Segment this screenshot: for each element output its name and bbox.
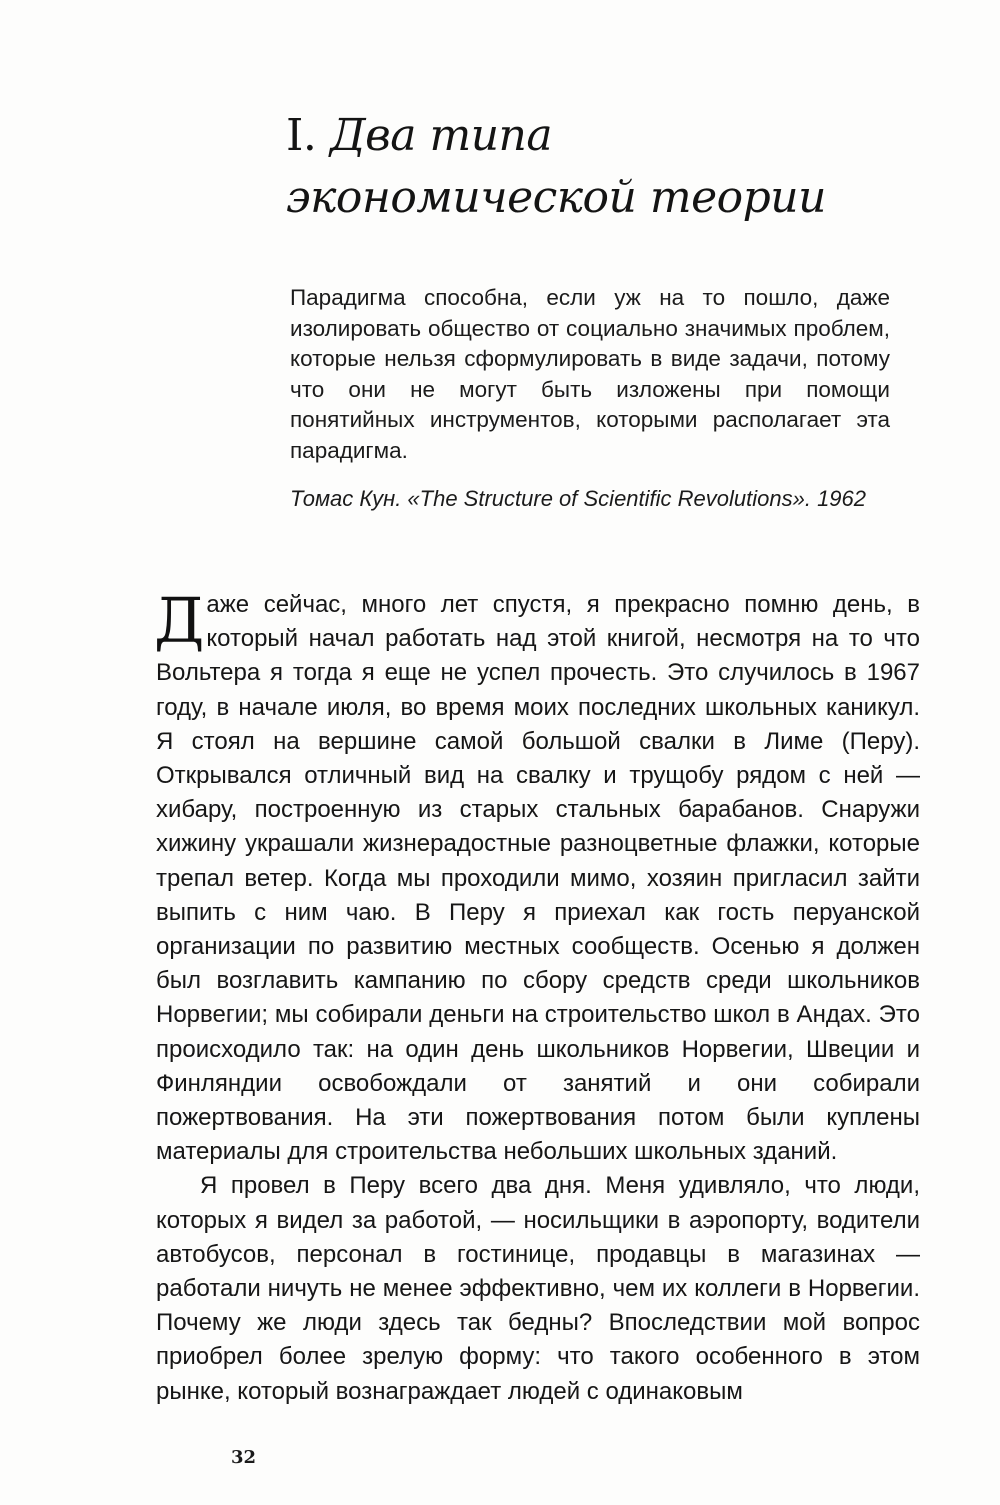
- chapter-title: [286, 105, 886, 229]
- epigraph-attribution: Томас Кун. «The Structure of Scientific Revolutions». 1962: [290, 486, 867, 511]
- paragraph-1-text: аже сейчас, много лет спустя, я прекрасно помню день, в который начал работать над этой книгой, несмотря на то что Вольтера я тогда я еще не успел прочесть. Это случилось в 1967 году, в начале июля, во время моих последних школьных каникул. Я стоял на вершине самой большой свалки в Лиме (Перу). Открывался отличный вид на свалку и трущобу рядом с ней — хибару, построенную из старых стальных барабанов. Снаружи хижину украшали жизнерадостные разноцветные флажки, которые трепал ветер. Когда мы проходили мимо, хозяин пригласил зайти выпить с ним чаю. В Перу я приехал как гость перуанской организации по развитию местных сообществ. Осенью я должен был возглавить кампанию по сбору средств среди школьников Норвегии; мы собирали деньги на строительство школ в Андах. Это происходило так: на один день школьников Норвегии, Швеции и Финляндии освобождали от занятий и они собирали пожертвования. На эти пожертвования потом были куплены материалы для строительства небольших школьных зданий.: [156, 591, 920, 1166]
- epigraph-quote: Парадигма способна, если уж на то пошло, даже изолировать общество от социально значимых проблем, которые нельзя сформулировать в виде задачи, потому что они не могут быть изложены при помощи понятийных инструментов, которыми располагает эта парадигма.: [290, 285, 890, 463]
- page-number: 32: [231, 1447, 257, 1468]
- drop-cap: Д: [154, 584, 205, 657]
- epigraph: [290, 283, 890, 514]
- paragraph-2: Я провел в Перу всего два дня. Меня удивляло, что люди, которых я видел за работой, — носильщики в аэропорту, водители автобусов, персонал в гостинице, продавцы в магазинах — работали ничуть не менее эффективно, чем их коллеги в Норвегии. Почему же люди здесь так бедны? Впоследствии мой вопрос приобрел более зрелую форму: что такого особенного в этом рынке, который вознаграждает людей с одинаковым: [156, 1172, 920, 1405]
- paragraph-1: [154, 584, 920, 1169]
- chapter-number: I.: [286, 110, 317, 161]
- chapter-title-text: Два типа экономической теории: [286, 110, 826, 223]
- main-text: [154, 584, 920, 1409]
